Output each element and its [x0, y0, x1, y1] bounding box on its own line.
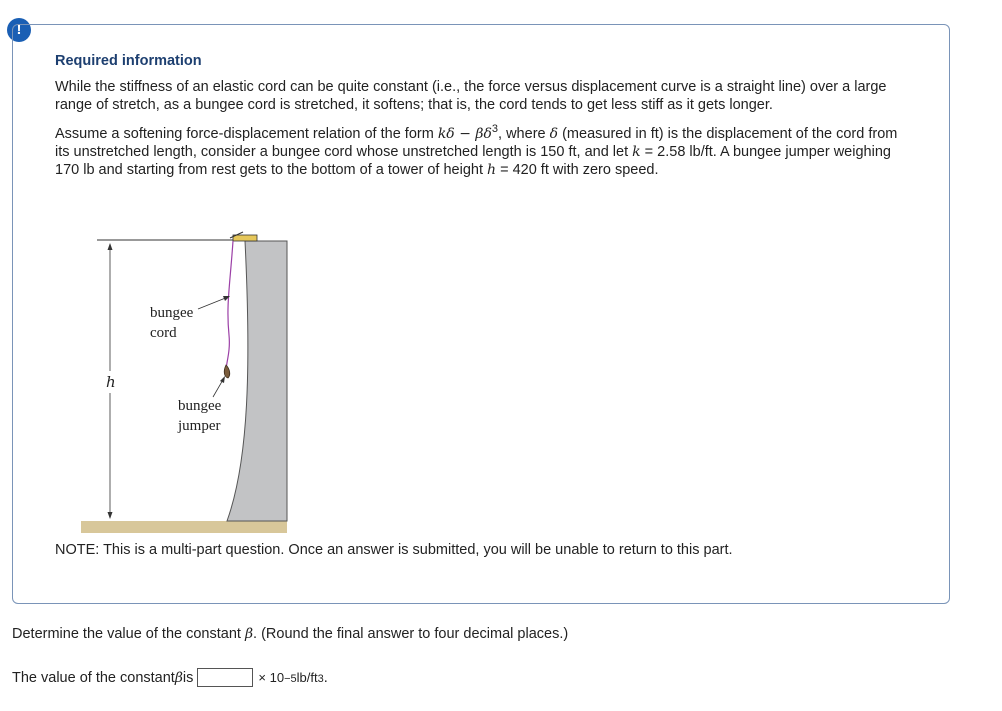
paragraph-2: Assume a softening force-displacement relation of the form $k\delta - \beta\delta^3$, where δ (measured in ft) is the displacement of the cord from its unstretched length, consider a bungee cord whose unstretched length is 150 ft, and let k = 2.58 lb/ft. A bungee jumper weighing 170 lb and starting from rest gets to the bottom of a tower of height h = 420 ft with zero speed.: [55, 123, 898, 178]
alert-icon: !: [7, 18, 31, 42]
note-text: NOTE: This is a multi-part question. Once an answer is submitted, you will be unable to return to this part.: [55, 542, 733, 558]
label-bungee: bungee: [150, 305, 194, 321]
ground: [81, 521, 287, 533]
label-h: h: [106, 373, 116, 391]
bungee-figure: [73, 205, 303, 545]
bungee-diagram: [73, 205, 303, 545]
tower: [227, 241, 287, 521]
platform: [233, 235, 257, 241]
answer-row: The value of the constant β is × 10 −5 lb/ft 3 .: [12, 669, 328, 686]
required-info-panel: [12, 24, 950, 604]
info-title: Required information: [55, 53, 202, 69]
beta-answer-input[interactable]: [197, 668, 253, 687]
bungee-cord: [226, 241, 233, 373]
label-jumper-1: bungee: [178, 398, 222, 414]
jumper-figure: [224, 365, 229, 378]
label-jumper-2: jumper: [178, 418, 221, 434]
paragraph-1: While the stiffness of an elastic cord can be quite constant (i.e., the force versus displacement curve is a straight line) over a large range of stretch, as a bungee cord is stretched, it softens; that is, the cord tends to get less stiff as it gets longer.: [55, 79, 887, 113]
label-cord: cord: [150, 325, 177, 341]
answer-unit: × 10 −5 lb/ft 3 .: [258, 669, 328, 686]
formula: kδ − βδ: [437, 125, 492, 142]
question-text: Determine the value of the constant β. (Round the final answer to four decimal places.): [12, 626, 569, 642]
problem-statement: [55, 78, 915, 179]
